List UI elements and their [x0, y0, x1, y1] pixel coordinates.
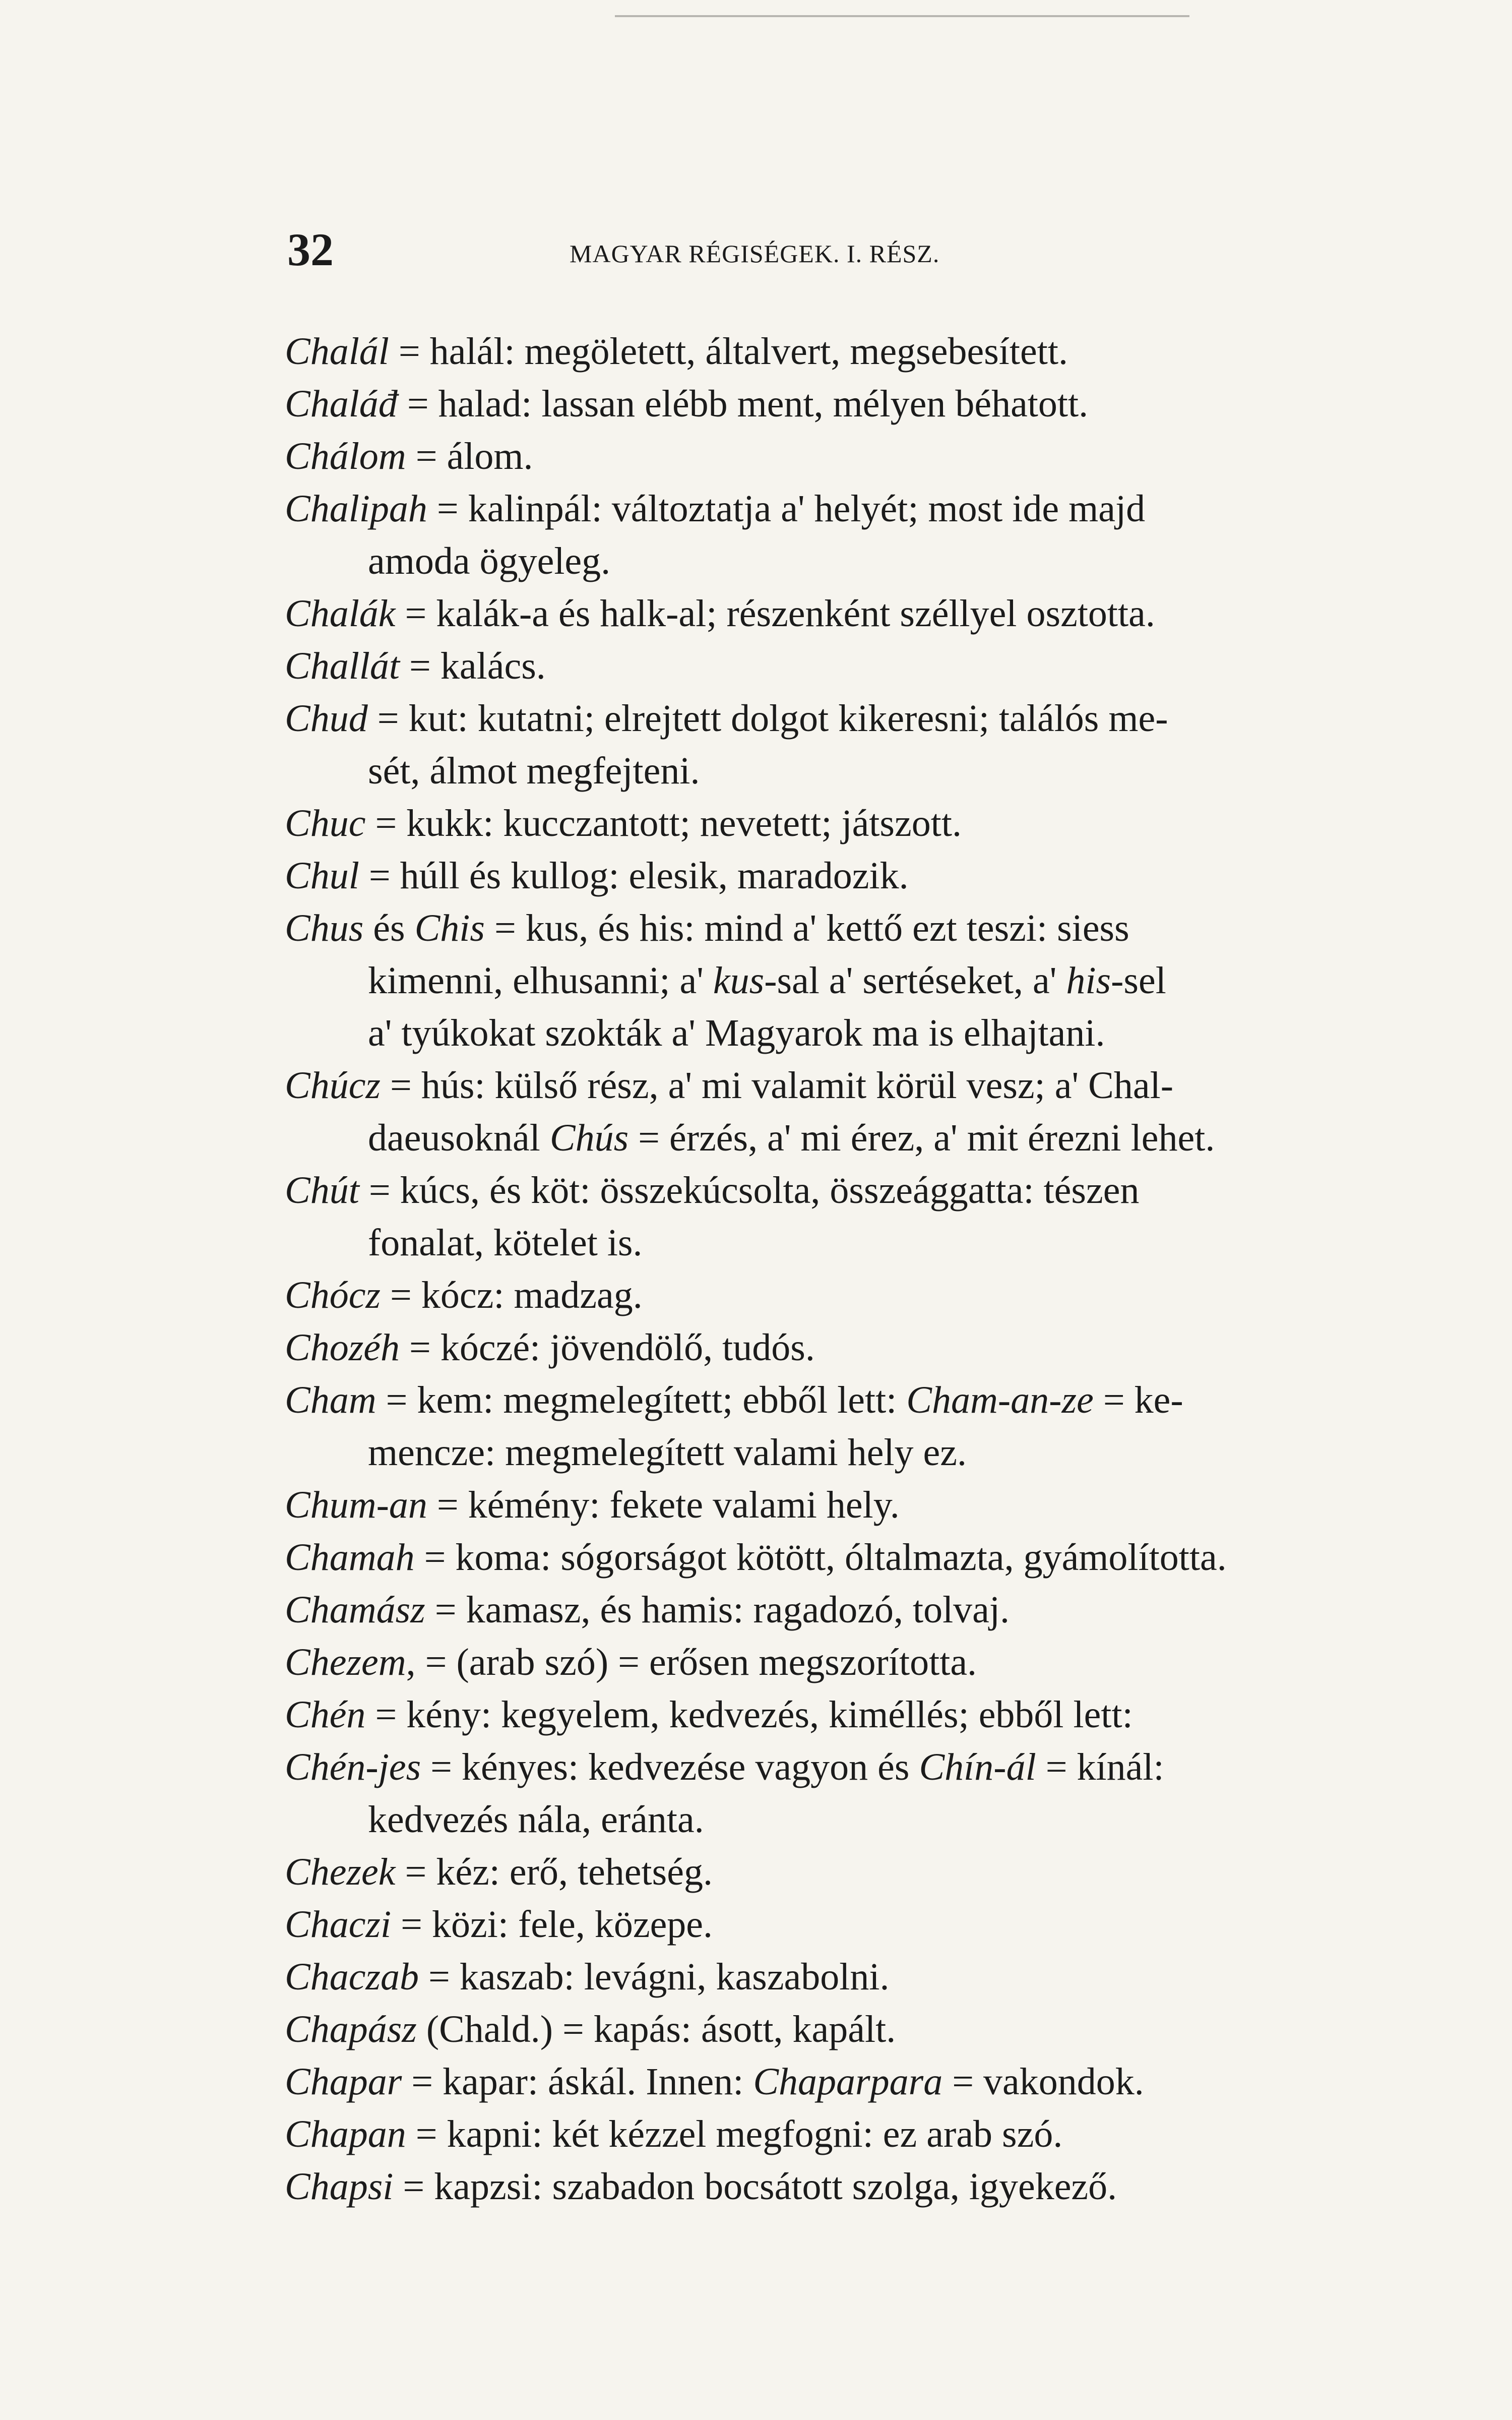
entry-definition: = kúcs, és köt: összekúcsolta, összeággatta: tészen [359, 1169, 1140, 1212]
page-edge-line [615, 15, 1189, 17]
entry-line [285, 1531, 1227, 1584]
entry-definition: = kapni: két kézzel megfogni: ez arab szó. [406, 2113, 1063, 2155]
entry-line [285, 1898, 713, 1951]
entry-definition: = húll és kullog: elesik, maradozik. [359, 855, 909, 897]
entry-headword: Chamász [285, 1589, 425, 1631]
entry-headword: Chezem [285, 1641, 406, 1683]
entry-headword: Chalák [285, 592, 396, 635]
entry-headword: Chút [285, 1169, 359, 1212]
entry-definition: = kémény: fekete valami hely. [427, 1484, 900, 1526]
dictionary-entry [285, 1164, 1399, 1269]
dictionary-entry [285, 2055, 1399, 2108]
entry-line [285, 1688, 1133, 1741]
entry-line [285, 2108, 1062, 2160]
entry-line [285, 1321, 815, 1374]
entry-definition: = kalinpál: változtatja a' helyét; most ide majd [427, 488, 1146, 530]
entry-headword: Chapsi [285, 2165, 394, 2208]
continuation-text: -sal a' sertéseket, a' [764, 959, 1066, 1002]
entry-headword: Chén-jes [285, 1746, 421, 1788]
entry-line [285, 2160, 1117, 2213]
entry-headword: Chum-an [285, 1484, 427, 1526]
entry-definition: = koma: sógorságot kötött, óltalmazta, gyámolította. [414, 1536, 1227, 1579]
dictionary-entry [285, 2160, 1399, 2213]
dictionary-entries [285, 325, 1399, 2213]
entry-line [285, 850, 909, 902]
dictionary-entry [285, 1741, 1399, 1846]
dictionary-entry [285, 482, 1399, 587]
entry-headword: Chapar [285, 2061, 402, 2103]
continuation-text: = érzés, a' mi érez, a' mit érezni lehet. [628, 1117, 1215, 1159]
entry-line [285, 1584, 1010, 1636]
entry-headword: Chalál [285, 330, 389, 373]
dictionary-entry [285, 2108, 1399, 2160]
dictionary-entry [285, 1479, 1399, 1531]
entry-definition-secondary: = ke- [1093, 1379, 1183, 1421]
entry-definition: = közi: fele, közepe. [391, 1903, 713, 1946]
continuation-text: -sel [1111, 959, 1166, 1002]
continuation-italic-word: Chús [549, 1117, 629, 1159]
entry-line [285, 902, 1129, 954]
dictionary-entry [285, 902, 1399, 1059]
entry-headword: Chapász [285, 2008, 417, 2050]
entry-definition-secondary: = kínál: [1036, 1746, 1164, 1788]
entry-headword: Chozéh [285, 1326, 400, 1369]
entry-line [285, 378, 1088, 430]
dictionary-entry [285, 797, 1399, 850]
dictionary-entry [285, 1951, 1399, 2003]
entry-line [285, 1846, 713, 1898]
entry-continuation: mencze: megmelegített valami hely ez. [368, 1431, 967, 1474]
entry-line [285, 640, 546, 692]
entry-definition: = kéz: erő, tehetség. [395, 1851, 713, 1893]
entry-continuation: kedvezés nála, eránta. [368, 1798, 704, 1841]
entry-line [285, 1951, 889, 2003]
dictionary-entry [285, 430, 1399, 482]
entry-continuation: amoda ögyeleg. [368, 540, 611, 582]
entry-headword: Chapan [285, 2113, 406, 2155]
entry-headword: Chud [285, 697, 368, 740]
entry-definition: = halál: megöletett, általvert, megsebesített. [389, 330, 1068, 373]
entry-definition: = kény: kegyelem, kedvezés, kiméllés; ebből lett: [365, 1693, 1133, 1736]
entry-continuation: sét, álmot megfejteni. [368, 750, 700, 792]
dictionary-entry [285, 1636, 1399, 1688]
continuation-italic-word: kus [713, 959, 765, 1002]
entry-line [285, 1269, 643, 1321]
continuation-italic-word: his [1066, 959, 1111, 1002]
entry-continuation [368, 1112, 1215, 1164]
entry-line [285, 2003, 896, 2055]
entry-definition: = kócz: madzag. [381, 1274, 643, 1316]
entry-line [285, 587, 1155, 640]
entry-line [285, 430, 533, 482]
entry-headword: Chezek [285, 1851, 396, 1893]
entry-headword-secondary: Chis [414, 907, 485, 949]
entry-line [285, 1164, 1139, 1217]
dictionary-entry [285, 1584, 1399, 1636]
dictionary-entry [285, 1688, 1399, 1741]
continuation-text: daeusoknál [368, 1117, 550, 1159]
dictionary-entry [285, 1321, 1399, 1374]
entry-definition-secondary: = kus, és his: mind a' kettő ezt teszi: siess [484, 907, 1129, 949]
entry-line [285, 2055, 1144, 2108]
entry-headword: Chuc [285, 802, 366, 844]
entry-headword: Chalipah [285, 488, 427, 530]
entry-line [285, 1059, 1173, 1112]
entry-headword: Challát [285, 645, 400, 687]
dictionary-entry [285, 1269, 1399, 1321]
entry-definition: és [363, 907, 415, 949]
dictionary-entry [285, 640, 1399, 692]
entry-headword: Chálom [285, 435, 406, 477]
entry-line [285, 1741, 1164, 1793]
entry-headword: Chaczab [285, 1956, 419, 1998]
entry-definition: = kukk: kucczantott; nevetett; játszott. [365, 802, 962, 844]
dictionary-entry [285, 378, 1399, 430]
continuation-text: kimenni, elhusanni; a' [368, 959, 713, 1002]
dictionary-entry [285, 1059, 1399, 1164]
entry-headword-secondary: Cham-an-ze [906, 1379, 1094, 1421]
running-title: MAGYAR RÉGISÉGEK. I. RÉSZ. [570, 239, 940, 268]
entry-headword: Chúcz [285, 1064, 381, 1107]
dictionary-entry [285, 692, 1399, 797]
entry-headword: Chaczi [285, 1903, 392, 1946]
entry-definition: = kaszab: levágni, kaszabolni. [419, 1956, 890, 1998]
entry-definition: (Chald.) = kapás: ásott, kapált. [416, 2008, 896, 2050]
dictionary-entry [285, 1531, 1399, 1584]
dictionary-entry [285, 1374, 1399, 1479]
dictionary-entry [285, 850, 1399, 902]
page-header [287, 222, 1446, 287]
entry-definition: = halad: lassan elébb ment, mélyen béhatott. [397, 383, 1089, 425]
dictionary-entry [285, 587, 1399, 640]
entry-line [285, 797, 962, 850]
entry-headword: Chaláđ [285, 383, 398, 425]
entry-definition-secondary: = vakondok. [942, 2061, 1144, 2103]
entry-definition: = kut: kutatni; elrejtett dolgot kikeresni; találós me- [367, 697, 1168, 740]
entry-headword-secondary: Chaparpara [753, 2061, 943, 2103]
entry-definition: , = (arab szó) = erősen megszorította. [406, 1641, 977, 1683]
page-number: 32 [287, 224, 334, 275]
entry-definition: = kalács. [400, 645, 546, 687]
dictionary-entry [285, 1846, 1399, 1898]
entry-definition: = kamasz, és hamis: ragadozó, tolvaj. [425, 1589, 1010, 1631]
entry-definition: = kapzsi: szabadon bocsátott szolga, igyekező. [393, 2165, 1117, 2208]
dictionary-entry [285, 2003, 1399, 2055]
entry-line [285, 482, 1145, 535]
entry-line [285, 1479, 900, 1531]
entry-headword: Chamah [285, 1536, 415, 1579]
entry-line [285, 692, 1168, 745]
entry-definition: = kem: megmelegített; ebből lett: [376, 1379, 907, 1421]
entry-definition: = álom. [406, 435, 533, 477]
entry-headword: Chul [285, 855, 359, 897]
entry-definition: = kóczé: jövendölő, tudós. [400, 1326, 815, 1369]
entry-line [285, 325, 1068, 378]
entry-continuation: fonalat, kötelet is. [368, 1222, 643, 1264]
entry-line [285, 1374, 1183, 1426]
dictionary-entry [285, 325, 1399, 378]
entry-continuation [368, 954, 1166, 1007]
entry-definition: = kapar: áskál. Innen: [402, 2061, 753, 2103]
entry-definition: = kényes: kedvezése vagyon és [421, 1746, 919, 1788]
entry-headword: Chócz [285, 1274, 381, 1316]
entry-headword: Chus [285, 907, 364, 949]
entry-headword: Cham [285, 1379, 376, 1421]
entry-line [285, 1636, 977, 1688]
entry-continuation: a' tyúkokat szokták a' Magyarok ma is elhajtani. [368, 1012, 1105, 1054]
entry-definition: = hús: külső rész, a' mi valamit körül vesz; a' Chal- [381, 1064, 1174, 1107]
entry-definition: = kalák-a és halk-al; részenként széllyel osztotta. [395, 592, 1155, 635]
dictionary-entry [285, 1898, 1399, 1951]
entry-headword: Chén [285, 1693, 366, 1736]
entry-headword-secondary: Chín-ál [919, 1746, 1036, 1788]
